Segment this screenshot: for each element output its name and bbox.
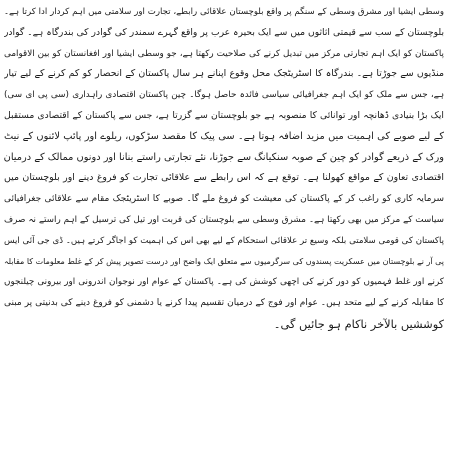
text-line-16: کوششیں بالآخر ناکام ہو جائیں گی۔ <box>273 316 444 331</box>
text-line-9: اقتصادی تعاون کے مواقع کھولنا ہے۔ توقع ہے کہ اس رابطے سے علاقائی تجارت کو فروغ دینے اور بلوچستان میں <box>4 172 444 184</box>
text-line-1: وسطی ایشیا اور مشرق وسطی کے سنگم پر واقع بلوچستان علاقائی رابطے، تجارت اور سلامتی میں اہم کردار ادا کرتا ہے۔ <box>4 7 444 17</box>
text-line-12: پاکستان کی قومی سلامتی بلکہ وسیع تر علاقائی استحکام کے لیے بھی اس کی اہمیت کو اجاگر کرتے ہیں۔ ڈی جی آئی ایس <box>4 235 444 246</box>
article-text <box>4 2 444 460</box>
text-line-3: پاکستان کو ایک اہم تجارتی مرکز میں تبدیل کرنے کی صلاحیت رکھتا ہے، جو وسطی ایشیا اور افغانستان کو بین الاقوامی <box>4 48 444 59</box>
text-line-10: سرمایہ کاری کو راغب کر کے پاکستان کی معیشت کو فروغ ملے گا۔ صوبے کا اسٹریٹجک مقام سے علاقائی جغرافیائی <box>4 194 444 205</box>
text-line-8: ورک کے ذریعے گوادر کو چین کے صوبہ سنکیانگ سے جوڑنا، نئے تجارتی راستے بنانا اور دونوں ممالک کے درمیان <box>4 151 444 163</box>
text-line-5: ہے، جس سے ملک کو ایک اہم جغرافیائی سیاسی فائدہ حاصل ہوگا۔ چین پاکستان اقتصادی راہداری (سی پی ای سی) <box>4 90 444 101</box>
text-line-6: ایک بڑا بنیادی ڈھانچہ اور توانائی کا منصوبہ ہے جو بلوچستان سے گزرتا ہے، جس سے پاکستان کے اقتصادی مستقبل <box>4 109 444 121</box>
text-line-13: پی آر نے بلوچستان میں عسکریت پسندوں کی سرگرمیوں سے متعلق ایک واضح اور درست تصویر پیش کر کے غلط معلومات کا مقابلہ <box>4 256 444 266</box>
text-line-4: منڈیوں سے جوڑتا ہے۔ بندرگاہ کا اسٹریٹجک محل وقوع اپنانے ہر سال پاکستان کے انحصار کو کم کرنے کے لیے تیار <box>4 68 444 80</box>
text-line-7: کے لیے صوبے کی اہمیت میں مزید اضافہ ہوتا ہے۔ سی پیک کا مقصد سڑکوں، ریلوے اور پائپ لائنوں کے نیٹ <box>4 130 444 142</box>
text-line-15: کا مقابلہ کرنے کے لیے متحد ہیں۔ عوام اور فوج کے درمیان تقسیم پیدا کرنے یا دشمنی کو فروغ دینے کی بدنیتی پر مبنی <box>4 298 444 309</box>
text-line-11: سیاست کے مرکز میں بھی رکھتا ہے۔ مشرق وسطی سے بلوچستان کی قربت اور تیل کی ترسیل کے اہم راستے نہ صرف <box>4 214 444 225</box>
text-line-14: کرنے اور غلط فہمیوں کو دور کرنے کی اچھی کوشش کی ہے۔ پاکستان کے عوام اور نوجوان اندرونی اور بیرونی چیلنجوں <box>4 277 444 288</box>
text-line-2: بلوچستان کے سب سے قیمتی اثاثوں میں سے ایک بحیرہ عرب پر واقع گہرے سمندر کی گوادر کی بندرگاہ ہے۔ گوادر <box>4 26 444 38</box>
